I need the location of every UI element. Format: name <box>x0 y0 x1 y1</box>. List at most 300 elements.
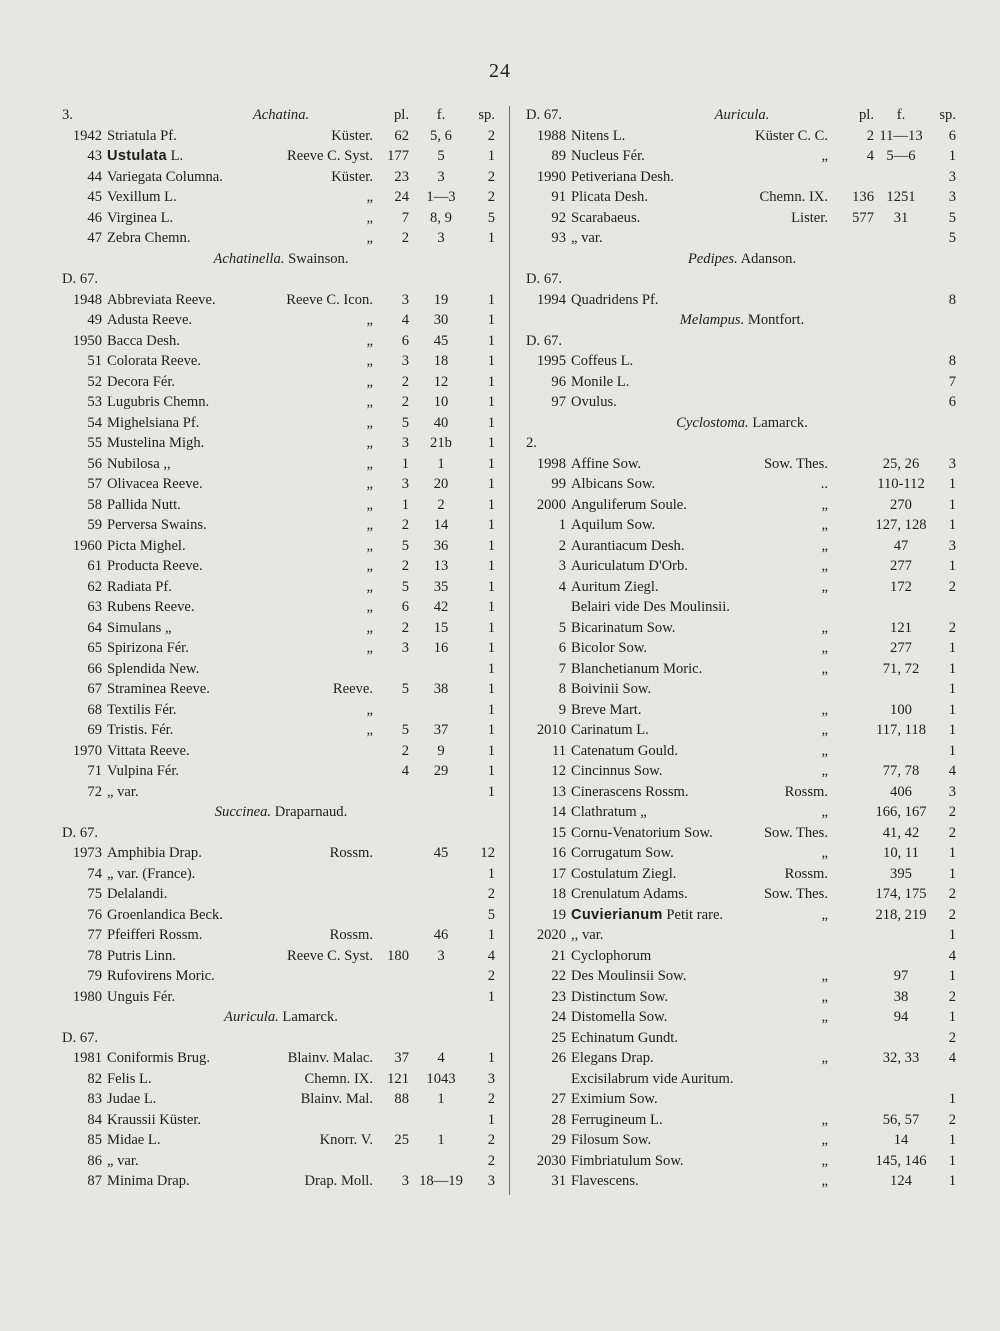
species-specimens: 1 <box>487 230 495 246</box>
species-row <box>62 782 500 803</box>
species-row <box>526 659 958 680</box>
species-row <box>526 1171 958 1192</box>
species-reference: „ <box>366 394 373 410</box>
species-specimens: 2 <box>487 1091 495 1107</box>
species-row <box>62 720 500 741</box>
species-plate: 577 <box>852 209 874 226</box>
genus-heading <box>62 249 500 270</box>
species-row <box>526 1130 958 1151</box>
species-row <box>62 1171 500 1192</box>
genus-author: Adanson. <box>737 250 797 267</box>
species-figure: 14 <box>893 1132 909 1148</box>
species-name: Distinctum Sow. <box>571 988 669 1005</box>
species-figure: 145, 146 <box>875 1152 927 1169</box>
species-row <box>62 146 500 167</box>
species-number: 18 <box>551 886 566 902</box>
species-name: Blanchetianum Moric. <box>571 660 703 677</box>
species-specimens: 2 <box>948 988 956 1005</box>
species-row <box>62 167 500 188</box>
species-reference: „ <box>366 373 373 390</box>
species-row <box>526 802 958 823</box>
subsection-label: D. 67. <box>526 332 563 349</box>
species-number: 59 <box>87 517 102 533</box>
species-specimens: 1 <box>948 1173 956 1189</box>
species-name: Textilis Fér. <box>107 701 177 718</box>
species-number: 64 <box>87 619 102 636</box>
species-plate: 2 <box>401 619 409 636</box>
genus-author: Lamarck. <box>748 414 808 431</box>
genus-name: Succinea. <box>214 804 272 820</box>
species-figure: 56, 57 <box>882 1111 920 1128</box>
species-row <box>62 1151 500 1172</box>
species-specimens: 1 <box>487 927 495 943</box>
species-reference: „ <box>821 1132 828 1148</box>
species-row <box>62 700 500 721</box>
species-specimens: 1 <box>487 865 495 882</box>
species-plate: 6 <box>401 332 409 349</box>
species-specimens: 2 <box>487 189 495 205</box>
species-name: Judae L. <box>107 1091 157 1107</box>
species-row <box>62 966 500 987</box>
section-number: 3. <box>62 107 73 123</box>
species-number: 82 <box>87 1070 102 1087</box>
species-name <box>571 905 723 926</box>
species-figure: 16 <box>433 640 449 656</box>
species-specimens: 1 <box>948 845 956 861</box>
species-row <box>62 946 500 967</box>
species-plate: 4 <box>401 763 409 779</box>
species-specimens: 3 <box>487 1173 495 1189</box>
species-specimens: 2 <box>948 804 956 820</box>
species-name: Bacca Desh. <box>107 332 180 349</box>
species-number: 1 <box>558 517 566 533</box>
species-figure: 47 <box>893 537 909 554</box>
species-plate: 7 <box>401 209 409 226</box>
species-row <box>526 782 958 803</box>
species-row <box>526 577 958 598</box>
species-number: 28 <box>551 1111 566 1128</box>
species-row <box>526 1089 958 1110</box>
species-figure: 45 <box>433 332 449 349</box>
species-name: Filosum Sow. <box>571 1132 652 1148</box>
species-specimens: 1 <box>948 681 956 697</box>
species-number: 2030 <box>536 1152 566 1169</box>
species-name: Abbreviata Reeve. <box>107 291 216 308</box>
species-name: Catenatum Gould. <box>571 742 679 759</box>
species-figure: 36 <box>433 537 449 554</box>
species-name: „ var. (France). <box>107 865 196 882</box>
species-row <box>526 167 958 188</box>
species-row <box>62 884 500 905</box>
species-specimens: 7 <box>948 373 956 390</box>
species-name: Vexillum L. <box>107 189 177 205</box>
species-name: Corrugatum Sow. <box>571 845 674 861</box>
species-number: 22 <box>551 968 566 984</box>
species-number: 99 <box>551 476 566 492</box>
species-figure: 29 <box>433 763 449 779</box>
species-reference: „ <box>366 578 373 595</box>
species-name: Cincinnus Sow. <box>571 763 663 779</box>
species-plate: 5 <box>401 414 409 431</box>
species-number: 84 <box>87 1111 102 1128</box>
species-row <box>526 741 958 762</box>
species-figure: 124 <box>890 1173 912 1189</box>
species-reference: .. <box>820 476 828 492</box>
species-figure: 218, 219 <box>875 906 927 923</box>
species-figure: 31 <box>893 209 909 226</box>
species-number: 93 <box>551 230 566 246</box>
species-specimens: 2 <box>948 619 956 636</box>
species-figure: 100 <box>890 701 912 718</box>
species-reference: „ <box>821 1152 828 1169</box>
species-figure: 166, 167 <box>875 804 927 820</box>
species-number: 89 <box>551 148 566 164</box>
species-specimens: 4 <box>487 947 495 964</box>
species-specimens: 3 <box>948 537 956 554</box>
species-row <box>62 392 500 413</box>
species-figure: 2 <box>437 496 445 513</box>
species-name: Decora Fér. <box>107 373 176 390</box>
species-figure: 25, 26 <box>882 455 920 472</box>
species-number: 2000 <box>536 496 566 513</box>
species-plate: 23 <box>394 168 409 185</box>
species-figure: 277 <box>890 640 912 656</box>
species-reference: „ <box>821 640 828 656</box>
species-reference: „ <box>366 435 373 451</box>
species-specimens: 1 <box>487 496 495 513</box>
species-row <box>62 454 500 475</box>
species-name: „ var. <box>107 783 139 800</box>
species-name: Petiveriana Desh. <box>571 168 674 185</box>
species-row <box>62 925 500 946</box>
species-number: 31 <box>551 1173 566 1189</box>
species-row <box>526 823 958 844</box>
genus-header-row <box>526 310 958 331</box>
species-number: 92 <box>551 209 566 226</box>
species-figure: 395 <box>890 865 912 882</box>
species-specimens: 1 <box>487 332 495 349</box>
species-specimens: 3 <box>948 455 956 472</box>
species-row <box>526 638 958 659</box>
species-plate: 4 <box>401 312 409 328</box>
species-specimens: 2 <box>948 1111 956 1128</box>
species-figure: 20 <box>433 476 449 492</box>
species-reference: „ <box>366 230 373 246</box>
column-header-pl: pl. <box>394 107 409 123</box>
species-name: Groenlandica Beck. <box>107 906 223 923</box>
species-row <box>526 987 958 1008</box>
species-number: 43 <box>87 148 102 164</box>
species-name: Costulatum Ziegl. <box>571 865 677 882</box>
species-figure: 3 <box>437 947 445 964</box>
species-row <box>526 474 958 495</box>
species-figure: 117, 118 <box>876 722 926 738</box>
species-specimens: 1 <box>487 619 495 636</box>
species-reference: Blainv. Malac. <box>287 1050 373 1066</box>
genus-header-row <box>526 249 958 270</box>
species-number: 1994 <box>536 291 566 308</box>
species-number: 66 <box>87 660 102 677</box>
species-figure: 32, 33 <box>882 1050 920 1066</box>
species-name-emphasis: Cuvierianum <box>571 906 663 923</box>
species-figure: 406 <box>890 783 912 800</box>
species-plate: 180 <box>387 947 409 964</box>
subsection-label: D. 67. <box>62 824 99 841</box>
species-specimens: 2 <box>948 886 956 902</box>
species-figure: 1043 <box>426 1070 456 1087</box>
species-row <box>526 228 958 249</box>
species-name: Breve Mart. <box>571 701 642 718</box>
species-plate: 2 <box>401 558 409 574</box>
species-specimens: 1 <box>487 783 495 800</box>
subsection-label: D. 67. <box>62 271 99 287</box>
species-specimens: 2 <box>487 1152 495 1169</box>
species-reference: „ <box>821 763 828 779</box>
species-reference: „ <box>366 496 373 513</box>
species-reference: „ <box>366 353 373 369</box>
species-number: 62 <box>87 578 102 595</box>
species-reference: Lister. <box>791 209 828 226</box>
genus-header-row <box>526 105 958 126</box>
species-number: 86 <box>87 1152 102 1169</box>
species-name: Midae L. <box>107 1132 161 1148</box>
species-specimens: 1 <box>948 517 956 533</box>
species-name: Putris Linn. <box>107 947 176 964</box>
species-reference: „ <box>366 701 373 718</box>
species-specimens: 2 <box>487 168 495 185</box>
species-plate: 4 <box>866 148 874 164</box>
species-number: 19 <box>551 906 566 923</box>
species-figure: 172 <box>890 578 912 595</box>
species-row <box>526 720 958 741</box>
species-specimens: 1 <box>487 476 495 492</box>
subsection-label-row <box>526 269 958 290</box>
species-specimens: 2 <box>948 824 956 841</box>
species-number: 47 <box>87 230 102 246</box>
species-figure: 1251 <box>886 189 916 205</box>
genus-header-row <box>62 1007 500 1028</box>
species-name: Plicata Desh. <box>571 189 649 205</box>
species-specimens: 8 <box>948 353 956 369</box>
genus-name: Auricula. <box>224 1009 279 1025</box>
species-specimens: 1 <box>948 1091 956 1107</box>
species-name: Zebra Chemn. <box>107 230 191 246</box>
species-row <box>526 290 958 311</box>
species-number: 13 <box>551 783 566 800</box>
species-reference: „ <box>821 517 828 533</box>
species-figure: 5 <box>437 148 445 164</box>
species-specimens: 1 <box>487 701 495 718</box>
species-row <box>526 946 958 967</box>
species-name: Mighelsiana Pf. <box>107 414 200 431</box>
species-number: 29 <box>551 1132 566 1148</box>
species-row <box>526 864 958 885</box>
species-specimens: 1 <box>948 1132 956 1148</box>
species-row <box>62 761 500 782</box>
species-reference: „ <box>366 189 373 205</box>
species-name: Vulpina Fér. <box>107 763 180 779</box>
species-row <box>62 659 500 680</box>
species-reference: „ <box>821 722 828 738</box>
species-row <box>526 1007 958 1028</box>
species-reference: Reeve. <box>332 681 373 697</box>
species-figure: 71, 72 <box>882 660 920 677</box>
species-reference: „ <box>821 660 828 677</box>
column-header-sp: sp. <box>478 107 495 123</box>
species-name: Mustelina Migh. <box>107 435 205 451</box>
species-name: Rubens Reeve. <box>107 599 195 615</box>
species-name: Rufovirens Moric. <box>107 968 215 984</box>
species-reference: Reeve C. Syst. <box>287 947 373 964</box>
species-figure: 35 <box>433 578 449 595</box>
species-number: 1998 <box>536 455 566 472</box>
species-row <box>62 741 500 762</box>
species-specimens: 5 <box>487 209 495 226</box>
species-figure: 110-112 <box>877 476 925 492</box>
species-name: Tristis. Fér. <box>107 722 174 738</box>
species-figure: 12 <box>433 373 449 390</box>
species-specimens: 1 <box>948 968 956 984</box>
species-reference: „ <box>366 414 373 431</box>
species-number: 49 <box>87 312 102 328</box>
species-row <box>62 413 500 434</box>
species-name: Coniformis Brug. <box>107 1050 210 1066</box>
species-row <box>526 843 958 864</box>
species-number: 16 <box>551 845 566 861</box>
species-figure: 19 <box>433 291 449 308</box>
species-row <box>62 1069 500 1090</box>
species-plate: 62 <box>394 127 409 144</box>
species-reference: „ <box>366 209 373 226</box>
species-name: Producta Reeve. <box>107 558 203 574</box>
species-figure: 13 <box>433 558 449 574</box>
species-figure: 121 <box>890 619 912 636</box>
species-reference: „ <box>821 988 828 1005</box>
species-row <box>526 536 958 557</box>
species-name: Nitens L. <box>571 127 626 144</box>
species-specimens: 1 <box>487 373 495 390</box>
species-number: 24 <box>551 1009 566 1025</box>
species-specimens: 1 <box>948 742 956 759</box>
genus-author: Swainson. <box>284 250 349 267</box>
species-name: Carinatum L. <box>571 722 649 738</box>
species-specimens: 6 <box>948 127 956 144</box>
species-plate: 121 <box>387 1070 409 1087</box>
species-number: 1950 <box>72 332 102 349</box>
species-row <box>62 597 500 618</box>
species-figure: 1 <box>437 1091 445 1107</box>
genus-heading <box>526 310 958 331</box>
genus-heading <box>526 249 958 270</box>
species-number: 25 <box>551 1029 566 1046</box>
species-name: Albicans Sow. <box>571 476 656 492</box>
species-name: „ var. <box>107 1152 139 1169</box>
species-specimens: 1 <box>487 660 495 677</box>
species-figure: 18 <box>433 353 449 369</box>
species-specimens: 1 <box>948 1009 956 1025</box>
species-name: Colorata Reeve. <box>107 353 202 369</box>
species-name: Quadridens Pf. <box>571 291 659 308</box>
species-specimens: 3 <box>948 168 956 185</box>
species-name: Clathratum „ <box>571 804 647 820</box>
species-plate: 2 <box>401 373 409 390</box>
species-row <box>62 1048 500 1069</box>
species-figure: 174, 175 <box>875 886 927 902</box>
species-row <box>62 433 500 454</box>
species-row <box>62 556 500 577</box>
species-plate: 2 <box>866 127 874 144</box>
genus-heading <box>526 413 958 434</box>
species-name: Cornu-Venatorium Sow. <box>571 824 713 841</box>
species-name: Picta Mighel. <box>107 537 186 554</box>
species-specimens: 2 <box>948 578 956 595</box>
subsection-label-row <box>62 269 500 290</box>
species-specimens: 4 <box>948 947 956 964</box>
species-plate: 3 <box>401 476 409 492</box>
species-reference: „ <box>821 968 828 984</box>
species-row <box>62 1089 500 1110</box>
species-specimens: 1 <box>948 496 956 513</box>
species-number: 85 <box>87 1132 102 1148</box>
species-specimens: 1 <box>487 394 495 410</box>
species-plate: 3 <box>401 291 409 308</box>
species-number: 1995 <box>536 353 566 369</box>
species-name: „ var. <box>571 230 603 246</box>
species-number: 9 <box>558 701 566 718</box>
species-row <box>526 1110 958 1131</box>
species-number: 2 <box>558 537 566 554</box>
species-reference: „ <box>821 496 828 513</box>
species-row <box>526 454 958 475</box>
species-row <box>62 495 500 516</box>
species-row <box>62 679 500 700</box>
species-plate: 2 <box>401 394 409 410</box>
species-reference: Küster. <box>331 168 373 185</box>
genus-name: Pedipes. <box>687 250 738 267</box>
species-number: 1948 <box>72 291 102 308</box>
species-number: 67 <box>87 681 102 697</box>
species-row <box>62 351 500 372</box>
species-plate: 5 <box>401 722 409 738</box>
species-number: 21 <box>551 947 566 964</box>
species-reference: Knorr. V. <box>319 1132 373 1148</box>
genus-header-row <box>62 802 500 823</box>
species-name: Nubilosa ,, <box>107 455 171 472</box>
species-row <box>526 515 958 536</box>
species-plate: 3 <box>401 640 409 656</box>
species-number: 1990 <box>536 168 566 185</box>
species-specimens: 2 <box>948 1029 956 1046</box>
species-figure: 21b <box>430 435 452 451</box>
species-name: Olivacea Reeve. <box>107 476 203 492</box>
species-name: Pfeifferi Rossm. <box>107 927 203 943</box>
species-name: Elegans Drap. <box>571 1050 654 1066</box>
species-reference: „ <box>366 722 373 738</box>
species-name-suffix: Petit rare. <box>662 906 724 923</box>
species-reference: „ <box>821 578 828 595</box>
species-row <box>526 556 958 577</box>
species-specimens: 1 <box>487 1111 495 1128</box>
species-number: 27 <box>551 1091 566 1107</box>
species-figure: 11—13 <box>879 127 923 144</box>
species-row <box>526 679 958 700</box>
species-reference: „ <box>821 619 828 636</box>
species-plate: 25 <box>394 1132 409 1148</box>
species-name: Anguliferum Soule. <box>571 496 687 513</box>
species-row <box>526 761 958 782</box>
species-name: Excisilabrum vide Auritum. <box>571 1070 734 1087</box>
species-row <box>62 618 500 639</box>
